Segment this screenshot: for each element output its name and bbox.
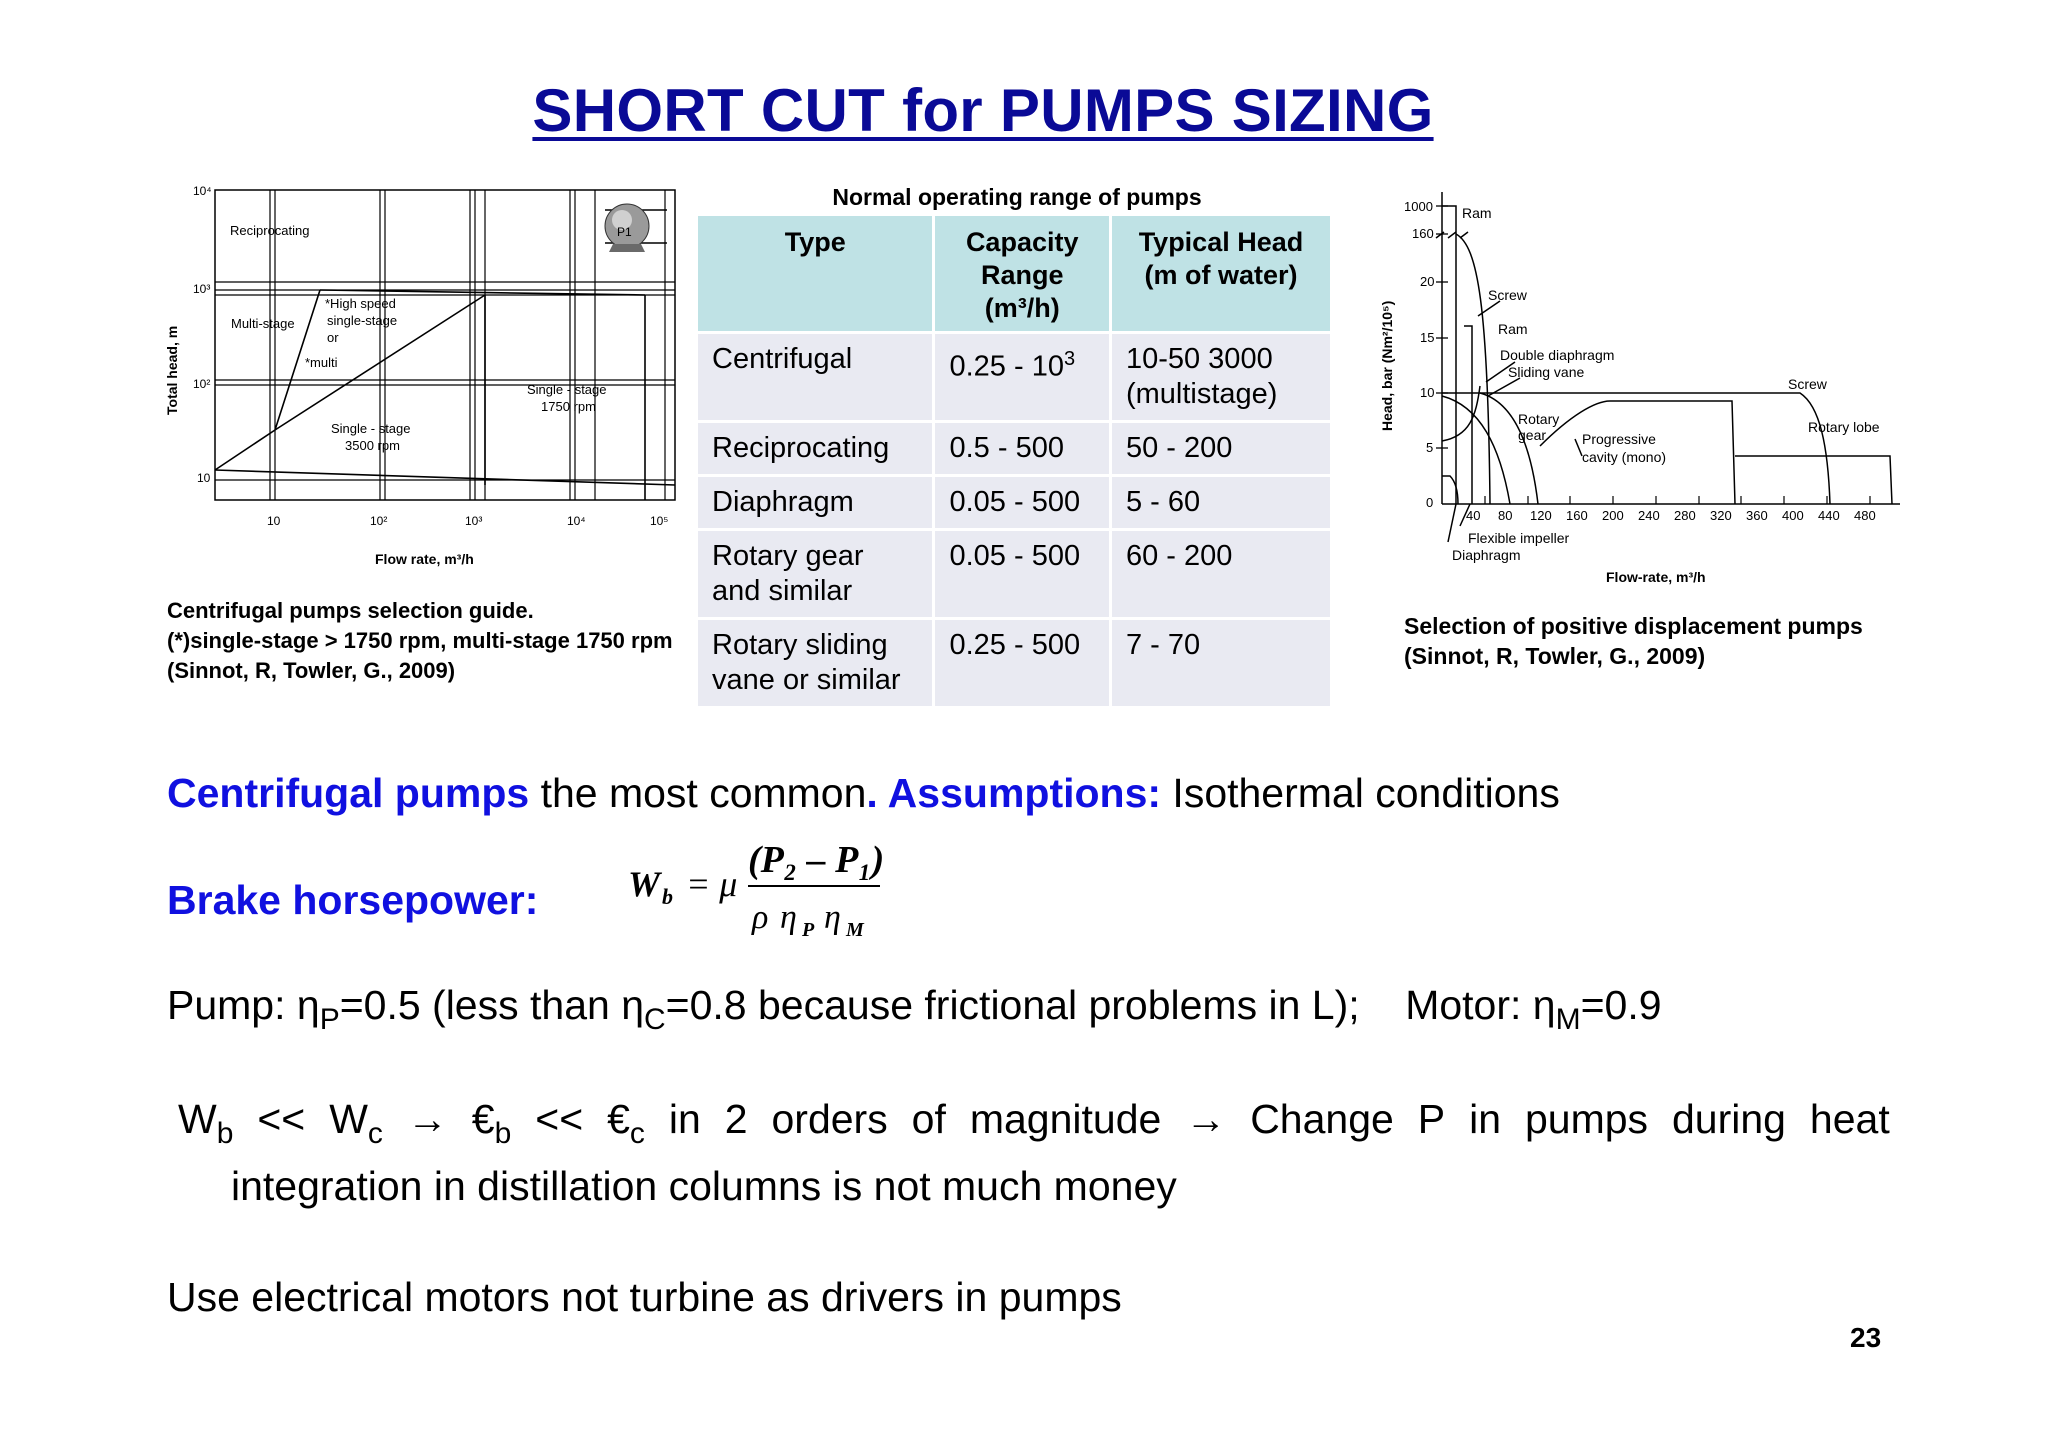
curve-label: Diaphragm [1452,547,1521,563]
right-chart-caption [1404,611,1863,671]
cell-capacity: 0.05 - 500 [935,531,1108,617]
centrifugal-pumps-label: Centrifugal pumps [167,770,530,816]
y-axis-label: Head, bar (Nm²/10⁵) [1379,300,1395,431]
cell-head: 50 - 200 [1112,423,1330,474]
table-row [698,620,1330,706]
x-tick-label: 400 [1782,508,1804,523]
header-type: Type [698,216,932,331]
region-label: *High speed [325,296,396,311]
y-tick-label: 20 [1420,274,1435,289]
y-tick-label: 160 [1412,226,1434,241]
formula-eta-p: η [780,899,797,936]
x-tick-label: 120 [1530,508,1552,523]
x-tick-label: 10³ [465,514,483,528]
cost-comparison-paragraph: $W_b$ << $W_c$ → $€_b$ << $€_c$ in 2 orders of magnitude → Change P in pumps during heat integration in distillation columns is not much money [178,1088,1890,1217]
curve-label: cavity (mono) [1582,449,1667,465]
region-label: single-stage [327,313,398,328]
formula-lhs-sub: b [662,884,673,909]
table-row [698,531,1330,617]
pump-region-curves [1436,206,1892,542]
region-label: Multi-stage [231,316,295,331]
header-capacity: Capacity Range (m³/h) [935,216,1108,331]
page-number: 23 [1850,1322,1882,1353]
cell-capacity: 0.5 - 500 [935,423,1108,474]
x-tick-label: 440 [1818,508,1840,523]
x-tick-label: 360 [1746,508,1768,523]
y-tick-label: 15 [1420,330,1435,345]
centrifugal-selection-chart [155,180,685,580]
x-tick-label: 10 [267,514,281,528]
table-header-row [698,216,1330,331]
positive-displacement-chart [1360,186,1900,596]
paragraph-line-2: integration in distillation columns is not much money [231,1163,1177,1209]
cell-capacity: $0.25 - 10^3$ [935,334,1108,420]
x-tick-label: 80 [1498,508,1513,523]
y-tick-label: 10⁴ [193,184,212,198]
formula-eq: = μ [686,864,738,904]
line-text: the most common [529,770,867,816]
cell-type: Centrifugal [698,334,932,420]
assumptions-label: . Assumptions: [866,770,1162,816]
y-tick-label: 1000 [1404,199,1433,214]
x-tick-label: 280 [1674,508,1696,523]
cell-head: 60 - 200 [1112,531,1330,617]
curve-label: Screw [1488,287,1527,303]
formula-rho: ρ [752,899,769,936]
caption-line: (*)single-stage > 1750 rpm, multi-stage 1750 rpm [167,628,673,653]
y-tick-label: 5 [1426,440,1434,455]
cell-type: Rotary sliding vane or similar [698,620,932,706]
slide-title: SHORT CUT for PUMPS SIZING [532,77,1434,144]
caption-line: Selection of positive displacement pumps [1404,613,1863,639]
pump-icon [605,204,667,252]
curve-label: Rotary [1518,411,1560,427]
cell-type: Rotary gear and similar [698,531,932,617]
cell-type: Diaphragm [698,477,932,528]
curve-label: gear [1518,427,1547,443]
table-row [698,423,1330,474]
line-text: Isothermal conditions [1161,770,1560,816]
curve-label: Ram [1498,321,1528,337]
cell-capacity: 0.25 - 500 [935,620,1108,706]
motors-line: Use electrical motors not turbine as drivers in pumps [167,1274,1122,1320]
x-tick-label: 160 [1566,508,1588,523]
curve-label: Screw [1788,376,1827,392]
cell-head: 5 - 60 [1112,477,1330,528]
x-tick-label: 240 [1638,508,1660,523]
curve-label: Sliding vane [1508,364,1585,380]
grid-horizontal [215,282,675,480]
pump-range-table [695,213,1333,709]
x-tick-label: 200 [1602,508,1624,523]
header-head: Typical Head (m of water) [1112,216,1330,331]
region-label: 1750 rpm [541,399,596,414]
cell-type: Reciprocating [698,423,932,474]
efficiency-line: Pump: $\eta_P=0.5$ (less than $\eta_C=0.8$ because frictional problems in L); Motor: $\eta_M=0.9$ [167,982,1662,1036]
region-label: or [327,330,339,345]
caption-line: (Sinnot, R, Towler, G., 2009) [167,658,456,683]
region-label: 3500 rpm [345,438,400,453]
y-tick-label: 10 [1420,385,1435,400]
y-tick-label: 0 [1426,495,1434,510]
left-chart-caption [167,596,673,686]
curve-label: Ram [1462,205,1492,221]
caption-line: (Sinnot, R, Towler, G., 2009) [1404,643,1706,669]
formula-eta-m: η [824,899,841,936]
x-tick-label: 10⁴ [567,514,586,528]
x-tick-label: 10² [370,514,388,528]
region-label: Single - stage [331,421,411,436]
region-label: *multi [305,355,338,370]
table-title: Normal operating range of pumps [832,184,1202,210]
formula-lhs: W [628,864,661,904]
y-tick-label: 10 [197,471,211,485]
curve-label: Flexible impeller [1468,530,1570,546]
brake-horsepower-label: Brake horsepower: [167,877,539,923]
grid-vertical [270,190,665,500]
formula-sub-m: M [846,919,864,941]
curve-label: Double diaphragm [1500,347,1615,363]
assumptions-line [167,770,1560,817]
table-row [698,477,1330,528]
cell-head: 7 - 70 [1112,620,1330,706]
arrow-icon: → [1185,1096,1227,1142]
region-label: Reciprocating [230,223,310,238]
y-axis-label: Total head, m [164,325,180,415]
y-tick-label: 10³ [193,282,211,296]
formula-sub-p: P [802,919,815,941]
x-tick-label: 320 [1710,508,1732,523]
brake-horsepower-formula [628,836,908,946]
curve-label: Progressive [1582,431,1656,447]
region-label: Single - stage [527,382,607,397]
y-tick-label: 10² [193,377,211,391]
cell-head: 10-50 3000 (multistage) [1112,334,1330,420]
table-row [698,334,1330,420]
formula-numerator: (P₂ – P₁) [748,839,885,881]
x-tick-label: 10⁵ [650,514,669,528]
curve-label: Rotary lobe [1808,419,1880,435]
x-tick-label: 40 [1466,508,1481,523]
arrow-icon: → [406,1096,448,1142]
caption-line: Centrifugal pumps selection guide. [167,598,534,623]
pump-icon-label: P1 [617,225,632,239]
x-axis-label: Flow-rate, m³/h [1606,569,1706,585]
cell-capacity: 0.05 - 500 [935,477,1108,528]
x-tick-label: 480 [1854,508,1876,523]
x-axis-label: Flow rate, m³/h [375,551,474,567]
